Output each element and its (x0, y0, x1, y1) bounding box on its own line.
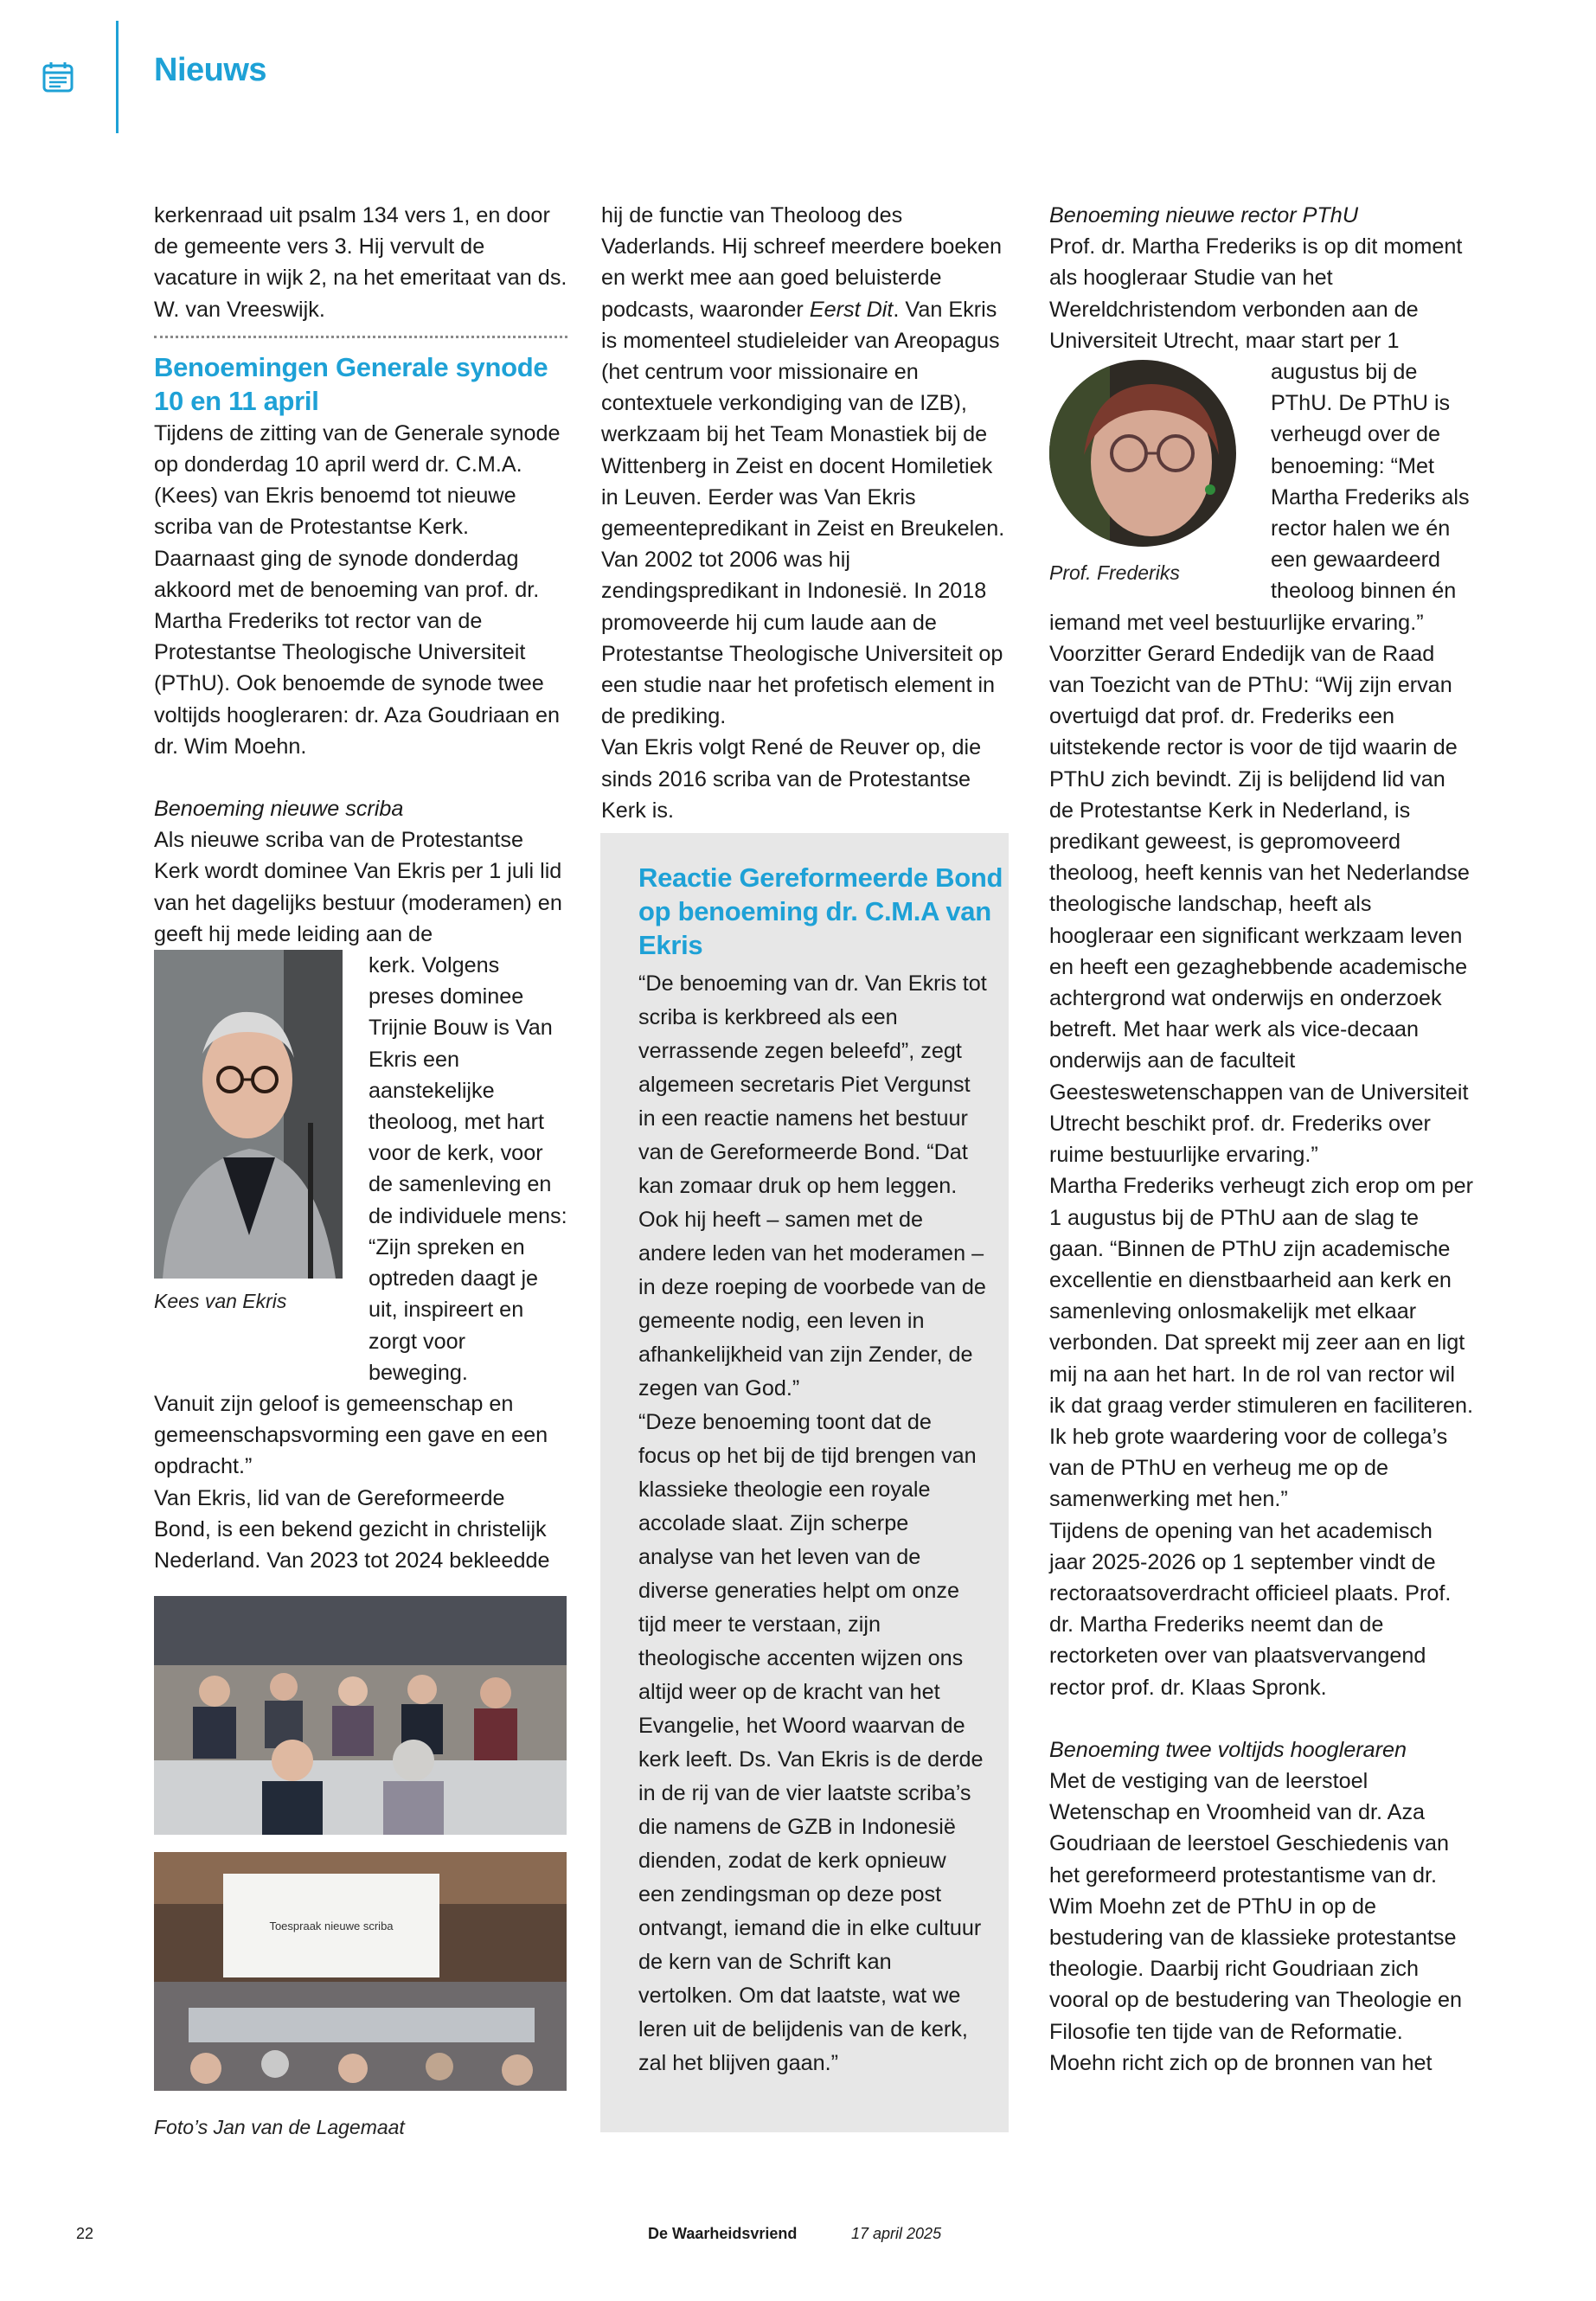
subheading-scriba: Benoeming nieuwe scriba (154, 797, 404, 822)
professors-paragraph: Met de vestiging van de leerstoel Wetenschap en Vroomheid van dr. Aza Goudriaan de leerstoel Geschiedenis van het gereformeerd protestantisme van dr. Wim Moehn zet de PThU in op de bestudering van de klassieke protestantse theologie. Daarbij richt Goudriaan zich vooral op de bestudering van Theologie en Filosofie ten tijde van de Reformatie. Moehn richt zich op de bronnen van het (1049, 1768, 1463, 2075)
box-paragraph-2: “Deze benoeming toont dat de focus op het bij de tijd brengen van klassieke theologie een royale accolade slaat. Zijn scherpe analyse van het leven van de diverse generaties helpt om onze tijd meer te verstaan, zijn theologische accenten wijzen ons altijd weer op de kracht van het Evangelie, het Woord waarvan de kerk leeft. Ds. Van Ekris is de derde in de rij van de vier laatste scriba’s die namens de GZB in Indonesië dienden, zodat de kerk opnieuw een zendingsman op deze post ontvangt, iemand die in elke cultuur de kern van de Schrift kan vertolken. Om dat laatste, wat we leren uit de belijdenis van de kerk, zal het blijven gaan.” (638, 1410, 984, 2075)
rector-paragraph: Prof. dr. Martha Frederiks is op dit moment als hoogleraar Studie van het Wereldchristendom verbonden aan de Universiteit Utrecht, maar start per 1 (1049, 234, 1463, 353)
scriba-paragraph: Als nieuwe scriba van de Protestantse Kerk wordt dominee Van Ekris per 1 juli lid van het dagelijks bestuur (moderamen) en geeft hij mede leiding aan de (154, 828, 562, 946)
rector-paragraph-wrap: augustus bij de PThU. De PThU is verheugd over de benoeming: “Met Martha Frederiks als rector halen we én een gewaardeerd theoloog binnen én (1271, 360, 1470, 604)
magazine-name: De Waarheidsvriend (648, 2225, 798, 2242)
column-3 (1049, 200, 1473, 2079)
gereformeerde-bond-paragraph: Van Ekris, lid van de Gereformeerde Bond, is een bekend gezicht in christelijk Nederland. Van 2023 tot 2024 bekleedde (154, 1485, 550, 1573)
subheading-professors: Benoeming twee voltijds hoogleraren (1049, 1737, 1407, 1762)
section-title: Nieuws (154, 52, 267, 88)
article-heading: Benoemingen Generale synode 10 en 11 april (154, 351, 548, 416)
box-paragraph-1: “De benoeming van dr. Van Ekris tot scriba is kerkbreed als een verrassende zegen beleefd”, zegt algemeen secretaris Piet Vergunst in een reactie namens het bestuur van de Gereformeerde Bond. “Dat kan zomaar druk op hem leggen. Ook hij heeft – samen met de andere leden van het moderamen – in deze roeping de voorbede van de gemeente nodig, een leven in afhankelijkheid van zijn Zender, de zegen van God.” (638, 971, 987, 1400)
column-1 (154, 200, 567, 2143)
header-divider (116, 21, 119, 133)
career-paragraph: hij de functie van Theoloog des Vaderlands. Hij schreef meerdere boeken en werkt mee aan goed beluisterde podcasts, waaronder Eerst Dit. Van Ekris is momenteel studieleider van Areopagus (het centrum voor missionaire en contextuele verkondiging van de IZB), werkzaam bij het Team Monastiek bij de Wittenberg in Zeist en docent Homiletiek in Leuven. Eerder was Van Ekris gemeentepredikant in Zeist en Breukelen. Van 2002 tot 2006 was hij zendingspredikant in Indonesië. In 2018 promoveerde hij cum laude aan de Protestantse Theologische Universiteit op een studie naar het profetisch element in de prediking. (601, 203, 1005, 729)
succession-paragraph: Van Ekris volgt René de Reuver op, die sinds 2016 scriba van de Protestantse Kerk is. (601, 735, 982, 823)
subheading-rector: Benoeming nieuwe rector PThU (1049, 203, 1359, 228)
frederiks-quote-paragraph: Martha Frederiks verheugt zich erop om per 1 augustus bij de PThU aan de slag te gaan. “Binnen de PThU zijn academische excellentie en dienstbaarheid aan kerk en samenleving onlosmakelijk met elkaar verbonden. Dat spreekt mij zeer aan en ligt mij na aan het hart. In de rol van rector wil ik dat graag verder stimuleren en faciliteren. Ik heb grote waardering voor de collega’s van de PThU en verheug me op de samenwerking met hen.” (1049, 1174, 1474, 1512)
page-number: 22 (76, 2225, 94, 2242)
rector-paragraph-after: iemand met veel bestuurlijke ervaring.” Voorzitter Gerard Endedijk van de Raad van Toezicht van de PThU: “Wij zijn ervan overtuigd dat prof. dr. Frederiks een uitstekende rector is voor de tijd waarin de PThU zich bevindt. Zij is belijdend lid van de Protestantse Kerk in Nederland, is predikant geweest, is gepromoveerd theoloog, heeft kennis van het Nederlandse theologische landschap, heeft als hoogleraar een significant werkzaam leven en heeft een gezaghebbende academische achtergrond wat onderwijs en onderzoek betreft. Met haar werk als vice-decaan onderwijs aan de faculteit Geesteswetenschappen van de Universiteit Utrecht beschikt prof. dr. Frederiks over ruime bestuurlijke ervaring.” (1049, 610, 1470, 1168)
slide-title: Toespraak nieuwe scriba (269, 1920, 394, 1933)
portrait-van-ekris (154, 950, 343, 1279)
synod-photo-1 (154, 1596, 567, 1835)
intro-paragraph: kerkenraad uit psalm 134 vers 1, en door de gemeente vers 3. Hij vervult de vacature in wijk 2, na het emeritaat van ds. W. van Vreeswijk. (154, 203, 567, 322)
portrait-frederiks (1049, 360, 1236, 547)
photo-caption-frederiks: Prof. Frederiks (1049, 561, 1180, 585)
scriba-paragraph-wrap: kerk. Volgens preses dominee Trijnie Bouw is Van Ekris een aanstekelijke theoloog, met hart voor de kerk, voor de samenleving en de individuele mens: “Zijn spreken en optreden daagt je uit, inspireert en zorgt voor beweging. (369, 953, 567, 1385)
opening-paragraph: Tijdens de opening van het academisch jaar 2025-2026 op 1 september vindt de rectoraatsoverdracht officieel plaats. Prof. dr. Martha Frederiks neemt dan de rectorketen over van plaatsvervangend rector prof. dr. Klaas Spronk. (1049, 1518, 1452, 1700)
synod-paragraph: Tijdens de zitting van de Generale synode op donderdag 10 april werd dr. C.M.A. (Kees) van Ekris benoemd tot nieuwe scriba van de Protestantse Kerk. Daarnaast ging de synode donderdag akkoord met de benoeming van prof. dr. Martha Frederiks tot rector van de Protestantse Theologische Universiteit (PThU). Ook benoemde de synode twee voltijds hoogleraren: dr. Aza Goudriaan en dr. Wim Moehn. (154, 420, 561, 759)
calendar-icon (42, 61, 74, 93)
dotted-divider (154, 336, 567, 338)
scriba-paragraph-after: Vanuit zijn geloof is gemeenschap en gemeenschapsvorming een gave en een opdracht.” (154, 1391, 548, 1479)
synod-photo-2 (154, 1852, 567, 2091)
photos-caption: Foto’s Jan van de Lagemaat (154, 2116, 405, 2139)
reaction-box (600, 833, 1009, 2132)
box-heading: Reactie Gereformeerde Bond op benoeming dr. C.M.A van Ekris (638, 862, 1003, 960)
photo-caption-van-ekris: Kees van Ekris (154, 1290, 287, 1313)
issue-date: 17 april 2025 (851, 2225, 942, 2242)
podcast-title: Eerst Dit (809, 297, 894, 322)
column-2 (601, 200, 1008, 826)
